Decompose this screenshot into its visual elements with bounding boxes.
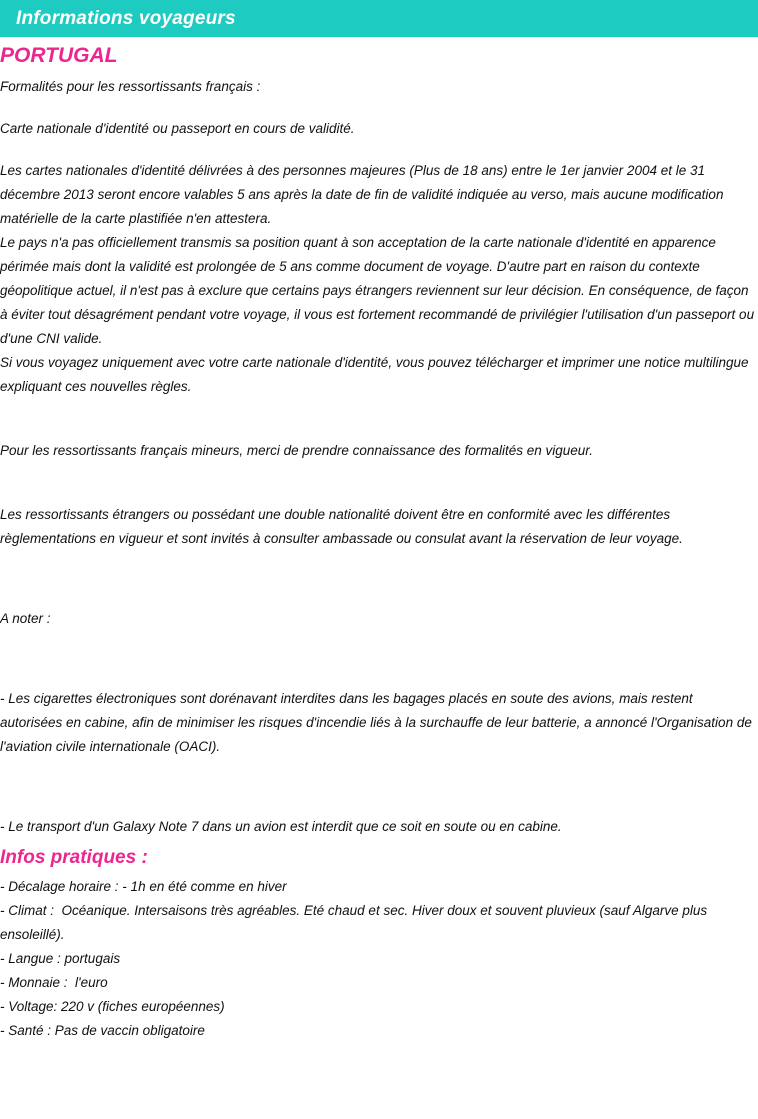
- paragraph-electronic-cigarettes: - Les cigarettes électroniques sont dorénavant interdites dans les bagages placés en soute des avions, mais restent autorisées en cabine, afin de minimiser les risques d'incendie liés à la surchauffe de leur batterie, a annoncé l'Organisation de l'aviation civile internationale (OACI).: [0, 691, 756, 754]
- list-item: - Décalage horaire : - 1h en été comme en hiver: [0, 879, 287, 894]
- page-header-band: [0, 0, 758, 37]
- list-item: - Santé : Pas de vaccin obligatoire: [0, 1023, 205, 1038]
- paragraph-foreign-nationals: Les ressortissants étrangers ou possédant une double nationalité doivent être en conformité avec les différentes règlementations en vigueur et sont invités à consulter ambassade ou consulat avant la réservation de leur voyage.: [0, 507, 683, 546]
- spacer: [0, 463, 758, 503]
- paragraph-multilingual-notice: Si vous voyagez uniquement avec votre carte nationale d'identité, vous pouvez télécharger et imprimer une notice multilingue expliquant ces nouvelles règles.: [0, 355, 753, 394]
- spacer: [0, 141, 758, 159]
- document-content: [0, 37, 758, 1055]
- list-item: - Langue : portugais: [0, 951, 121, 966]
- spacer: [0, 551, 758, 607]
- list-item: - Monnaie : l'euro: [0, 975, 108, 990]
- spacer: [0, 631, 758, 687]
- country-title: PORTUGAL: [0, 44, 118, 67]
- spacer: [0, 759, 758, 815]
- paragraph-id-cards-validity: Les cartes nationales d'identité délivrées à des personnes majeures (Plus de 18 ans) entre le 1er janvier 2004 et le 31 décembre 2013 seront encore valables 5 ans après la date de fin de validité indiquée au verso, mais aucune modification matérielle de la carte plastifiée n'en attestera.: [0, 163, 728, 226]
- practical-info-list: [0, 875, 758, 1043]
- page-title: Informations voyageurs: [16, 7, 236, 29]
- paragraph-country-position: Le pays n'a pas officiellement transmis sa position quant à son acceptation de la carte nationale d'identité en apparence périmée mais dont la validité est prolongée de 5 ans comme document de voyage. D'autre part en raison du contexte géopolitique actuel, il n'est pas à exclure que certains pays étrangers reviennent sur leur décision. En conséquence, de façon à éviter tout désagrément pendant votre voyage, il vous est fortement recommandé de privilégier l'utilisation d'un passeport ou d'une CNI valide.: [0, 235, 758, 346]
- list-item: - Voltage: 220 v (fiches européennes): [0, 999, 225, 1014]
- paragraph-note-label: A noter :: [0, 611, 51, 626]
- paragraph-minors: Pour les ressortissants français mineurs, merci de prendre connaissance des formalités en vigueur.: [0, 443, 594, 458]
- spacer: [0, 99, 758, 117]
- spacer: [0, 399, 758, 439]
- paragraph-galaxy-note-ban: - Le transport d'un Galaxy Note 7 dans un avion est interdit que ce soit en soute ou en cabine.: [0, 819, 562, 834]
- paragraph-formalities-intro: Formalités pour les ressortissants français :: [0, 79, 261, 94]
- practical-info-title: Infos pratiques :: [0, 847, 148, 868]
- list-item: - Climat : Océanique. Intersaisons très agréables. Eté chaud et sec. Hiver doux et souvent pluvieux (sauf Algarve plus ensoleillé).: [0, 903, 711, 942]
- paragraph-id-documents: Carte nationale d'identité ou passeport en cours de validité.: [0, 121, 355, 136]
